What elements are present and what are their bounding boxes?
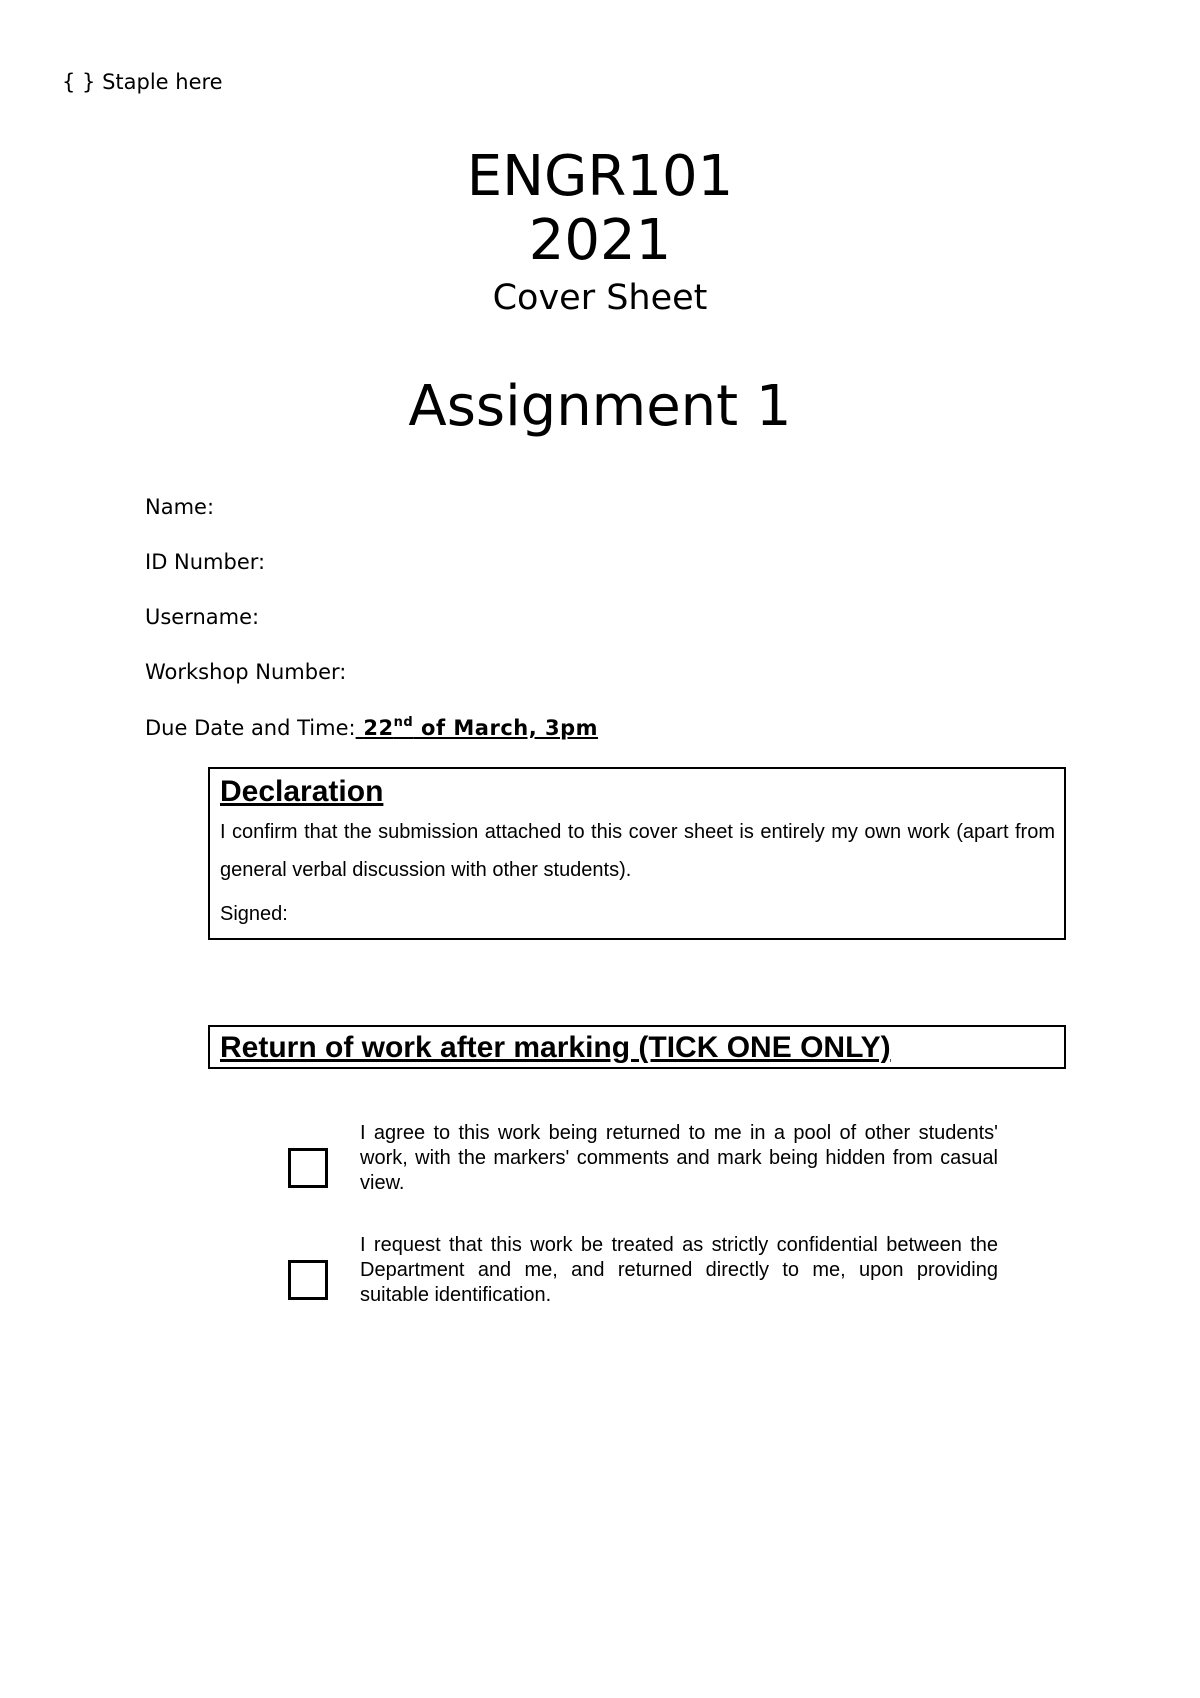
- course-code: ENGR101: [466, 144, 734, 209]
- confidential-return-text: I request that this work be treated as strictly confidential between the Department and me, and returned directly to me, upon providing suitable identification.: [360, 1234, 998, 1306]
- pool-return-checkbox[interactable]: [288, 1148, 328, 1188]
- confidential-return-checkbox[interactable]: [288, 1260, 328, 1300]
- due-day: 22: [363, 716, 394, 740]
- return-of-work-heading: Return of work after marking (TICK ONE ONLY): [208, 1025, 1066, 1069]
- id-number-field-label: ID Number:: [145, 550, 266, 574]
- declaration-text: I confirm that the submission attached to this cover sheet is entirely my own work (apart from general verbal discussion with other students).: [220, 821, 1055, 881]
- cover-sheet-subtitle: Cover Sheet: [492, 278, 708, 318]
- due-date-label: Due Date and Time:: [145, 716, 356, 740]
- pool-return-text: I agree to this work being returned to me in a pool of other students' work, with the markers' comments and mark being hidden from casual view.: [360, 1122, 998, 1194]
- due-date-rest: of March, 3pm: [413, 716, 599, 740]
- username-field-label: Username:: [145, 605, 260, 629]
- due-date-value: [356, 715, 648, 740]
- declaration-box: [208, 767, 1066, 940]
- name-field-label: Name:: [145, 495, 215, 519]
- course-year: 2021: [528, 208, 672, 273]
- staple-note: { } Staple here: [62, 70, 223, 94]
- due-date-row: [145, 715, 648, 740]
- due-day-suffix: nd: [393, 715, 414, 730]
- title-block: [0, 145, 1200, 321]
- signed-label: Signed:: [220, 903, 288, 925]
- workshop-number-field-label: Workshop Number:: [145, 660, 347, 684]
- declaration-heading: Declaration: [220, 775, 384, 808]
- assignment-title: Assignment 1: [408, 374, 792, 439]
